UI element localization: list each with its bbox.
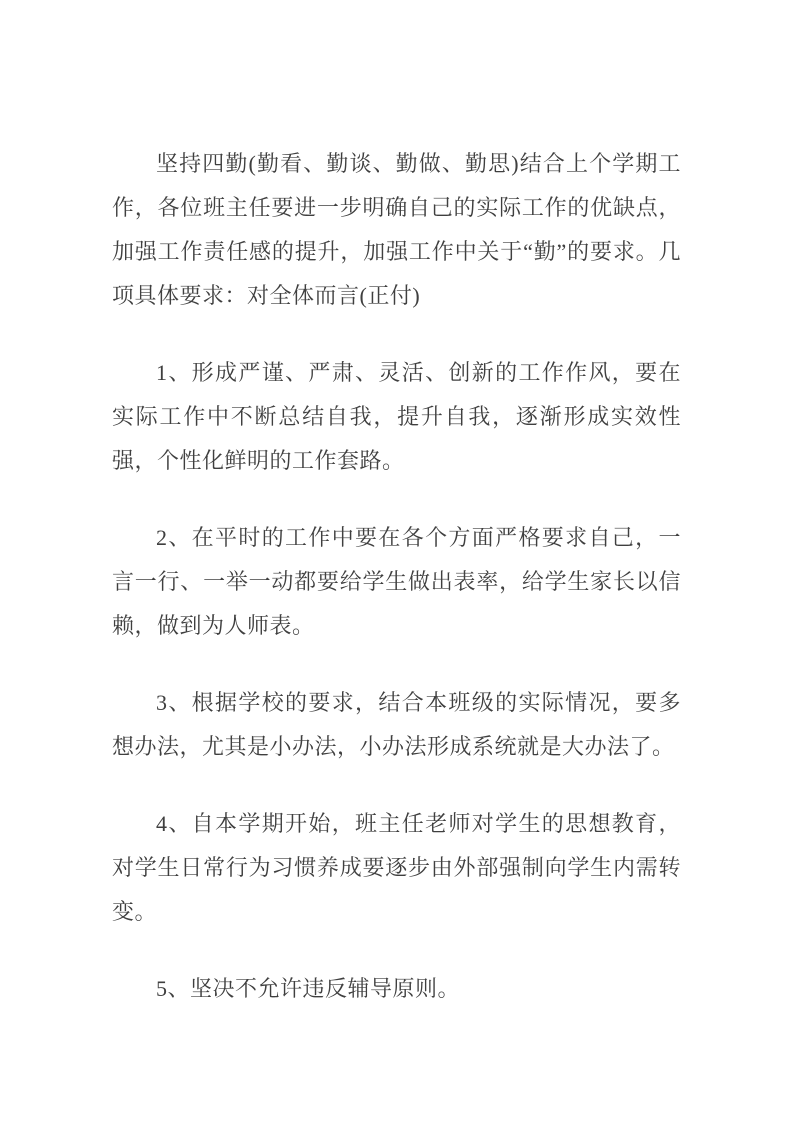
paragraph-point-1: 1、形成严谨、严肃、灵活、创新的工作作风，要在实际工作中不断总结自我，提升自我，逐渐形成实效性强，个性化鲜明的工作套路。 [112, 360, 681, 473]
paragraph-point-2: 2、在平时的工作中要在各个方面严格要求自己，一言一行、一举一动都要给学生做出表率，给学生家长以信赖，做到为人师表。 [112, 525, 681, 638]
paragraph-point-5: 5、坚决不允许违反辅导原则。 [156, 976, 461, 1001]
paragraph-intro: 坚持四勤(勤看、勤谈、勤做、勤思)结合上个学期工作，各位班主任要进一步明确自己的实际工作的优缺点，加强工作责任感的提升，加强工作中关于“勤”的要求。几项具体要求：对全体而言(正付) [112, 151, 681, 308]
paragraph-point-4: 4、自本学期开始，班主任老师对学生的思想教育，对学生日常行为习惯养成要逐步由外部强制向学生内需转变。 [112, 811, 681, 924]
paragraph-point-3: 3、根据学校的要求，结合本班级的实际情况，要多想办法，尤其是小办法，小办法形成系统就是大办法了。 [112, 690, 681, 759]
